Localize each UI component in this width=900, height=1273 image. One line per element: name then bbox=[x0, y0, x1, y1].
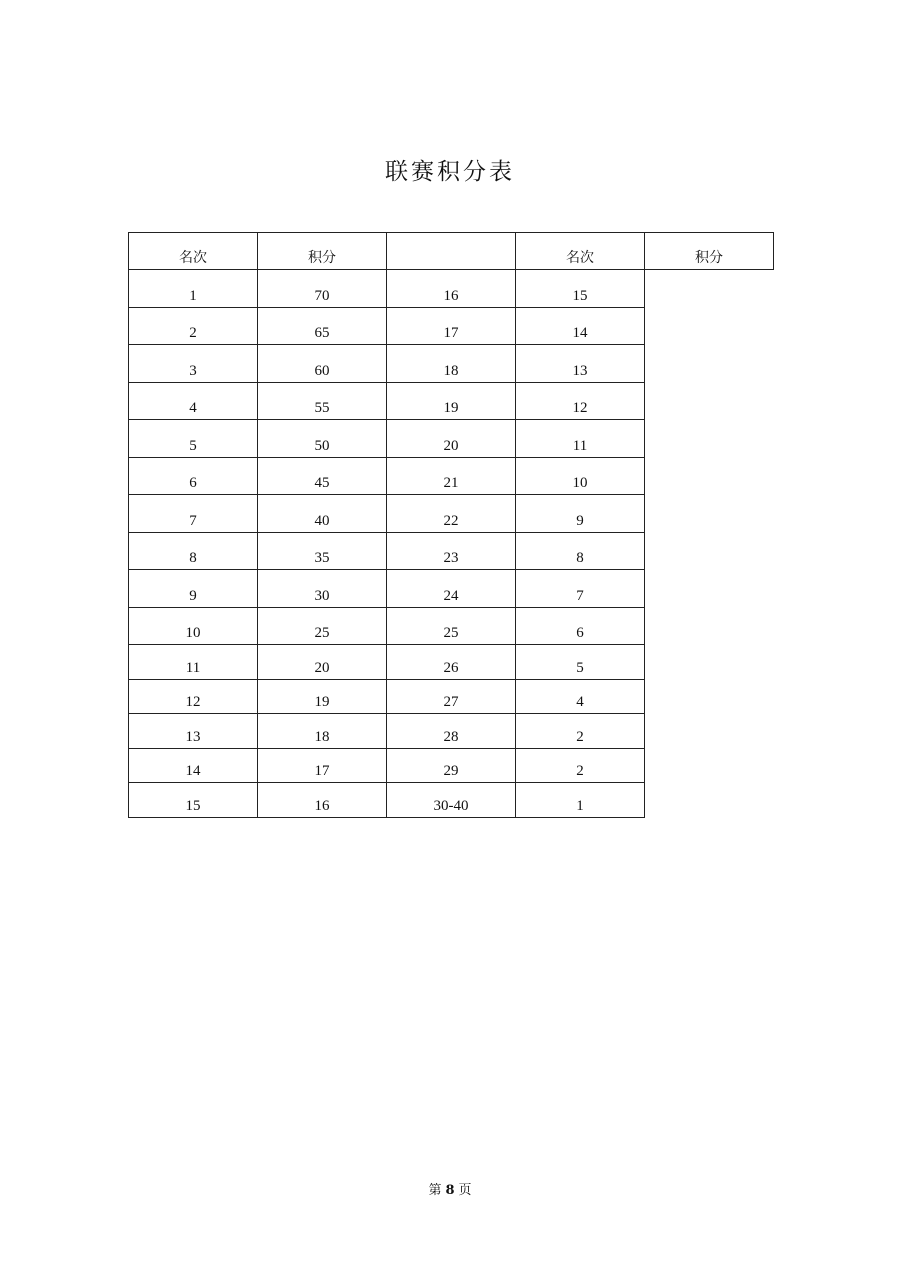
header-right-rank: 名次 bbox=[516, 233, 645, 270]
table-row bbox=[129, 679, 774, 714]
table-row bbox=[129, 714, 774, 749]
cell-right-points: 2 bbox=[516, 714, 645, 749]
cell-right-rank: 17 bbox=[387, 307, 516, 345]
cell-left-rank: 7 bbox=[129, 495, 258, 533]
cell-right-rank: 26 bbox=[387, 645, 516, 680]
league-points-table bbox=[128, 232, 774, 818]
table-row bbox=[129, 270, 774, 308]
cell-right-points: 2 bbox=[516, 748, 645, 783]
cell-left-points: 60 bbox=[258, 345, 387, 383]
cell-left-rank: 10 bbox=[129, 607, 258, 645]
cell-right-points: 13 bbox=[516, 345, 645, 383]
cell-left-points: 40 bbox=[258, 495, 387, 533]
footer-suffix: 页 bbox=[458, 1183, 472, 1198]
cell-right-points: 6 bbox=[516, 607, 645, 645]
cell-right-rank: 20 bbox=[387, 420, 516, 458]
cell-left-points: 50 bbox=[258, 420, 387, 458]
cell-left-rank: 9 bbox=[129, 570, 258, 608]
cell-left-rank: 14 bbox=[129, 748, 258, 783]
cell-left-rank: 2 bbox=[129, 307, 258, 345]
cell-right-rank: 23 bbox=[387, 532, 516, 570]
cell-left-points: 19 bbox=[258, 679, 387, 714]
cell-right-rank: 18 bbox=[387, 345, 516, 383]
cell-left-rank: 8 bbox=[129, 532, 258, 570]
cell-right-rank: 30-40 bbox=[387, 783, 516, 818]
cell-right-rank: 19 bbox=[387, 382, 516, 420]
cell-left-points: 20 bbox=[258, 645, 387, 680]
cell-left-rank: 5 bbox=[129, 420, 258, 458]
cell-left-points: 65 bbox=[258, 307, 387, 345]
table-row bbox=[129, 345, 774, 383]
table-row bbox=[129, 532, 774, 570]
table-row bbox=[129, 607, 774, 645]
footer-prefix: 第 bbox=[428, 1183, 442, 1198]
table-row bbox=[129, 420, 774, 458]
page-title: 联赛积分表 bbox=[385, 159, 515, 185]
cell-left-points: 45 bbox=[258, 457, 387, 495]
header-left-rank: 名次 bbox=[129, 233, 258, 270]
header-left-points: 积分 bbox=[258, 233, 387, 270]
cell-right-points: 14 bbox=[516, 307, 645, 345]
cell-left-points: 55 bbox=[258, 382, 387, 420]
cell-left-points: 17 bbox=[258, 748, 387, 783]
cell-right-rank: 28 bbox=[387, 714, 516, 749]
table-row bbox=[129, 748, 774, 783]
cell-left-points: 18 bbox=[258, 714, 387, 749]
table-row bbox=[129, 382, 774, 420]
cell-right-rank: 27 bbox=[387, 679, 516, 714]
cell-right-rank: 29 bbox=[387, 748, 516, 783]
cell-right-points: 10 bbox=[516, 457, 645, 495]
cell-right-rank: 22 bbox=[387, 495, 516, 533]
cell-right-points: 12 bbox=[516, 382, 645, 420]
cell-right-points: 15 bbox=[516, 270, 645, 308]
cell-right-points: 8 bbox=[516, 532, 645, 570]
cell-left-rank: 6 bbox=[129, 457, 258, 495]
table-body bbox=[129, 270, 774, 818]
cell-right-points: 9 bbox=[516, 495, 645, 533]
cell-right-rank: 16 bbox=[387, 270, 516, 308]
cell-left-points: 16 bbox=[258, 783, 387, 818]
table-row bbox=[129, 783, 774, 818]
cell-right-rank: 25 bbox=[387, 607, 516, 645]
cell-right-points: 4 bbox=[516, 679, 645, 714]
cell-left-points: 25 bbox=[258, 607, 387, 645]
page-footer bbox=[0, 1182, 900, 1200]
table-row bbox=[129, 570, 774, 608]
cell-left-rank: 12 bbox=[129, 679, 258, 714]
cell-left-points: 70 bbox=[258, 270, 387, 308]
cell-left-points: 30 bbox=[258, 570, 387, 608]
cell-right-rank: 24 bbox=[387, 570, 516, 608]
cell-left-points: 35 bbox=[258, 532, 387, 570]
table-header-row bbox=[129, 233, 774, 270]
cell-left-rank: 11 bbox=[129, 645, 258, 680]
cell-left-rank: 3 bbox=[129, 345, 258, 383]
table-row bbox=[129, 307, 774, 345]
cell-right-points: 7 bbox=[516, 570, 645, 608]
header-right-points: 积分 bbox=[645, 233, 774, 270]
cell-left-rank: 1 bbox=[129, 270, 258, 308]
cell-left-rank: 4 bbox=[129, 382, 258, 420]
table-row bbox=[129, 495, 774, 533]
table-row bbox=[129, 645, 774, 680]
table-spacer-column bbox=[387, 233, 516, 270]
cell-left-rank: 13 bbox=[129, 714, 258, 749]
cell-right-points: 11 bbox=[516, 420, 645, 458]
cell-left-rank: 15 bbox=[129, 783, 258, 818]
page-number: 8 bbox=[445, 1183, 455, 1198]
cell-right-rank: 21 bbox=[387, 457, 516, 495]
table-row bbox=[129, 457, 774, 495]
cell-right-points: 1 bbox=[516, 783, 645, 818]
cell-right-points: 5 bbox=[516, 645, 645, 680]
